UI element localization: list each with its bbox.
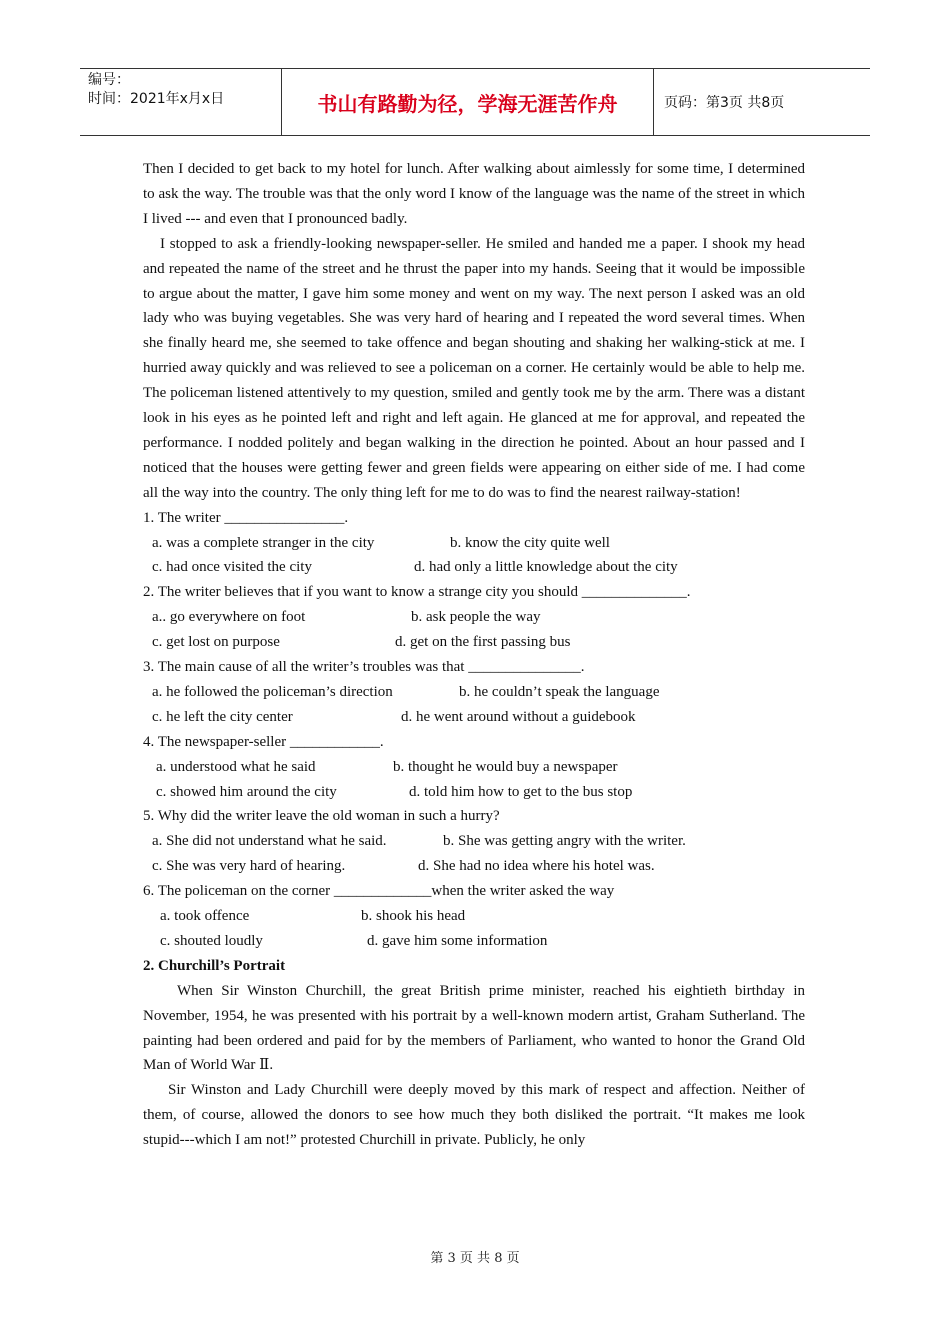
question-1-options-row1 [143,531,805,556]
option-d: d. told him how to get to the bus stop [409,783,633,800]
option-a: a. took offence [160,908,250,925]
option-c: c. shouted loudly [160,932,263,949]
option-a: a.. go everywhere on foot [152,609,306,626]
option-b: b. he couldn’t speak the language [459,683,660,700]
header-page-info: 页码：第3页 共8页 [664,95,785,111]
question-6-options-row2 [143,929,805,954]
option-d: d. gave him some information [367,932,548,949]
document-body [143,157,805,1153]
option-c: c. get lost on purpose [152,634,280,651]
question-5-options-row1 [143,829,805,854]
option-a: a. was a complete stranger in the city [152,534,375,551]
question-2: 2. The writer believes that if you want to know a strange city you should ______________. [143,584,691,601]
header-meta-cell [80,69,281,135]
question-4-options-row2 [143,780,805,805]
option-b: b. know the city quite well [450,534,610,551]
question-2-options-row1 [143,605,805,630]
passage2-paragraph1: When Sir Winston Churchill, the great British prime minister, reached his eightieth birthday in November, 1954, he was presented with his portrait by a well-known modern artist, Graham Sutherland. The painting had been ordered and paid for by the members of Parliament, who wanted to honor the Grand Old Man of World War Ⅱ. [143,982,805,1074]
question-3-options-row1 [143,680,805,705]
question-3: 3. The main cause of all the writer’s troubles was that _______________. [143,659,585,676]
option-c: c. he left the city center [152,708,293,725]
option-b: b. ask people the way [411,609,541,626]
option-b: b. She was getting angry with the writer. [443,833,686,850]
passage1-paragraph2: I stopped to ask a friendly-looking newspaper-seller. He smiled and handed me a paper. I shook my head and repeated the name of the street and he thrust the paper into my hands. Seeing that it would be impossible to argue about the matter, I gave him some money and went on my way. The next person I asked was an old lady who was buying vegetables. She was very hard of hearing and I repeated the word several times. When she finally heard me, she seemed to take offence and began shouting and shaking her walking-stick at me. I hurried away quickly and was relieved to see a policeman on a corner. He certainly would be able to help me. The policeman listened attentively to my question, smiled and gently took me by the arm. There was a distant look in his eyes as he pointed left and right and left again. He glanced at me for approval, and repeated the performance. I nodded politely and began walking in the direction he pointed. About an hour passed and I noticed that the houses were getting fewer and green fields were appearing on either side of me. I had come all the way into the country. The only thing left for me to do was to find the nearest railway-station! [143,235,805,501]
option-d: d. had only a little knowledge about the city [414,559,678,576]
question-1: 1. The writer ________________. [143,509,349,526]
option-a: a. understood what he said [156,758,316,775]
passage1-paragraph1: Then I decided to get back to my hotel for lunch. After walking about aimlessly for some time, I determined to ask the way. The trouble was that the only word I know of the language was the name of the street in which I lived --- and even that I pronounced badly. [143,161,805,227]
option-d: d. She had no idea where his hotel was. [418,858,655,875]
option-d: d. get on the first passing bus [395,634,571,651]
passage2-paragraph2: Sir Winston and Lady Churchill were deeply moved by this mark of respect and affection. Neither of them, of course, allowed the donors to see how much they both disliked the portrait. “It makes me look stupid---which I am not!” protested Churchill in private. Publicly, he only [143,1082,805,1149]
option-c: c. had once visited the city [152,559,312,576]
option-c: c. She was very hard of hearing. [152,858,346,875]
option-a: a. he followed the policeman’s direction [152,683,393,700]
header-motto: 书山有路勤为径，学海无涯苦作舟 [281,69,654,135]
option-b: b. shook his head [361,908,466,925]
question-5: 5. Why did the writer leave the old woman in such a hurry? [143,808,500,825]
option-b: b. thought he would buy a newspaper [393,758,618,775]
question-1-options-row2 [143,555,805,580]
option-c: c. showed him around the city [156,783,337,800]
question-5-options-row2 [143,854,805,879]
passage2-title: 2. Churchill’s Portrait [143,957,286,974]
question-4: 4. The newspaper-seller ____________. [143,733,384,750]
question-4-options-row1 [143,755,805,780]
page-footer: 第 3 页 共 8 页 [430,1251,520,1266]
page-header [80,68,870,136]
time-label: 时间：2021年x月x日 [88,91,225,107]
number-label: 编号： [88,72,130,88]
question-3-options-row2 [143,705,805,730]
question-6: 6. The policeman on the corner _____________when the writer asked the way [143,883,615,900]
question-2-options-row2 [143,630,805,655]
option-a: a. She did not understand what he said. [152,833,387,850]
option-d: d. he went around without a guidebook [401,708,636,725]
question-6-options-row1 [143,904,805,929]
